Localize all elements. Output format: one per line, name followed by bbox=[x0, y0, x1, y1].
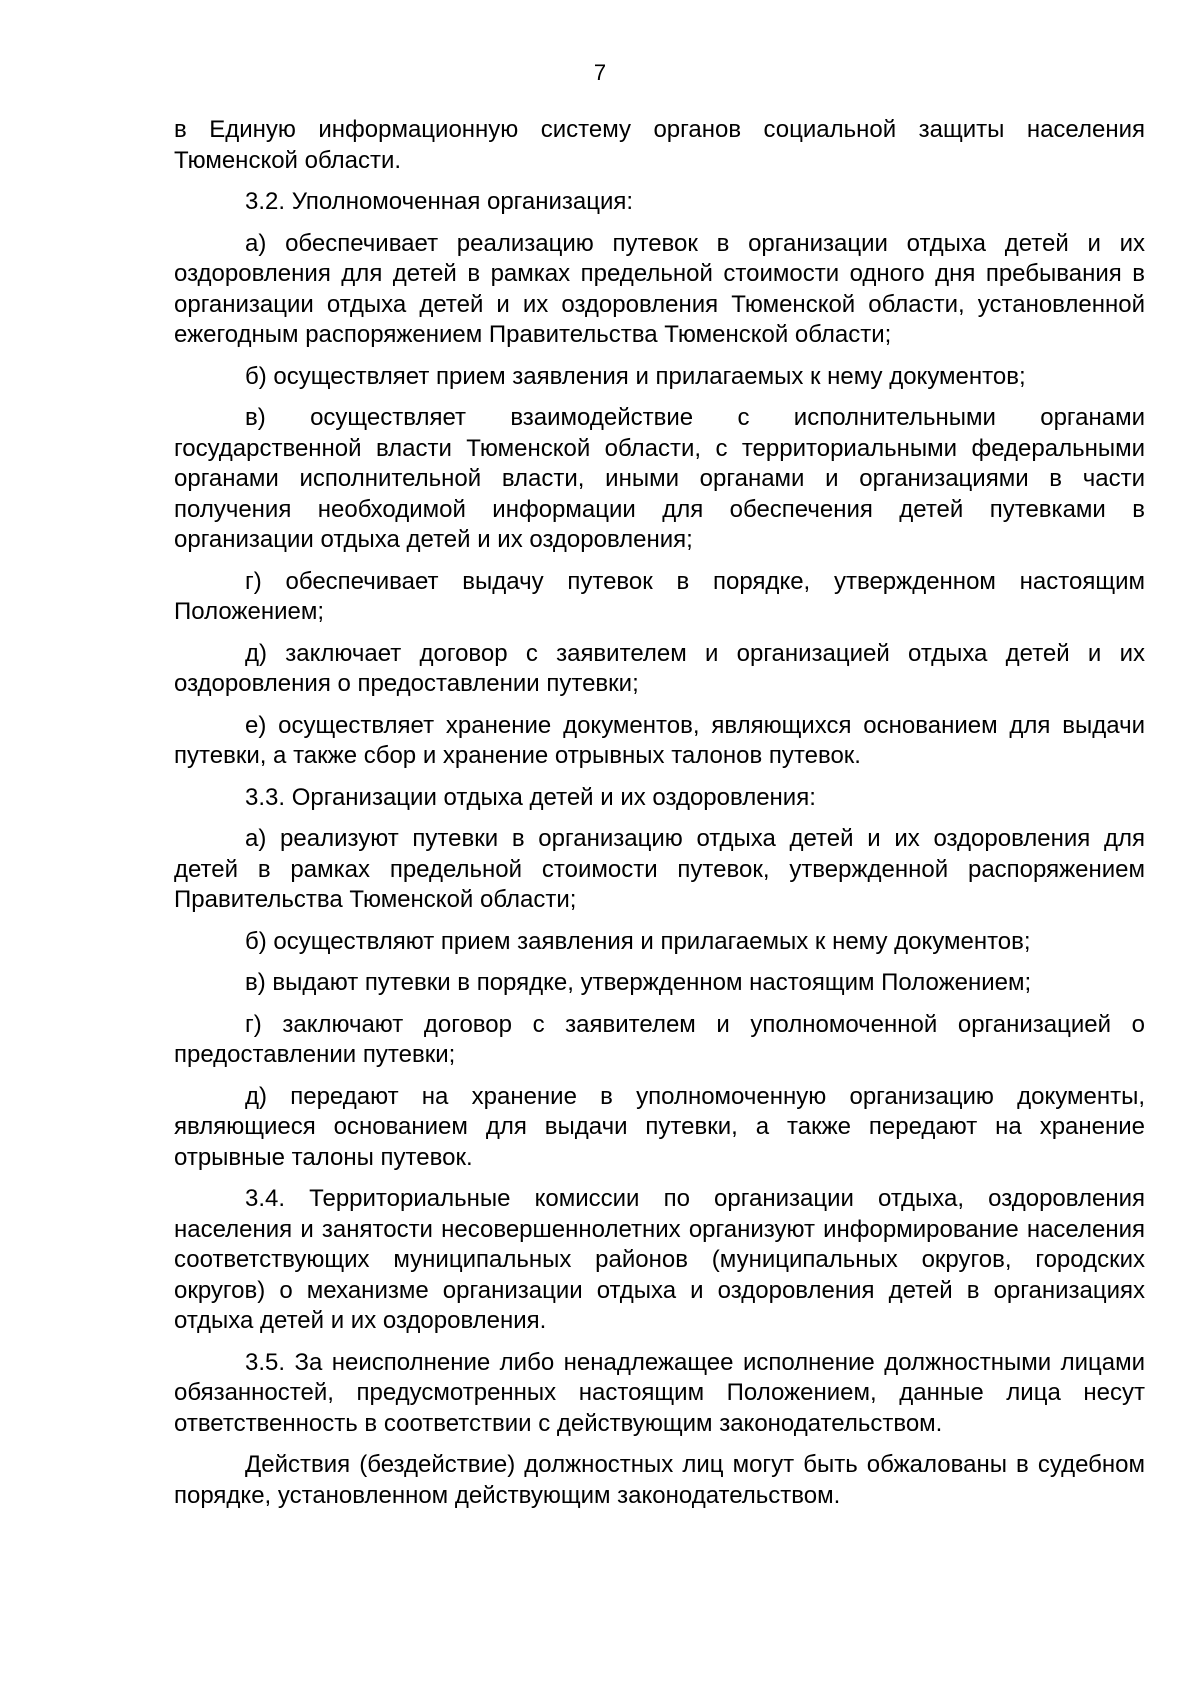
appeal-paragraph: Действия (бездействие) должностных лиц могут быть обжалованы в судебном порядке, установленном действующим законодательством. bbox=[174, 1451, 1145, 1509]
page-number: 7 bbox=[593, 60, 607, 85]
paragraph-continuation: в Единую информационную систему органов социальной защиты населения Тюменской области. bbox=[174, 116, 1145, 174]
section-3-2-item-v: в) осуществляет взаимодействие с исполнительными органами государственной власти Тюменской области, с территориальными федеральными органами исполнительной власти, иными органами и организациями в части получения необходимой информации для обеспечения детей путевками в организации отдыха детей и их оздоровления; bbox=[174, 404, 1145, 553]
section-3-3-item-g: г) заключают договор с заявителем и уполномоченной организацией о предоставлении путевки; bbox=[174, 1010, 1145, 1068]
document-body bbox=[174, 115, 1145, 1522]
section-3-3-item-b: б) осуществляют прием заявления и прилагаемых к нему документов; bbox=[245, 927, 1031, 955]
section-3-2-item-b: б) осуществляет прием заявления и прилагаемых к нему документов; bbox=[245, 362, 1026, 390]
section-3-3-heading: 3.3. Организации отдыха детей и их оздоровления: bbox=[245, 783, 816, 811]
section-3-4: 3.4. Территориальные комиссии по организации отдыха, оздоровления населения и занятости несовершеннолетних организуют информирование населения соответствующих муниципальных районов (муниципальных округов, городских округов) о механизме организации отдыха и оздоровления детей в организациях отдыха детей и их оздоровления. bbox=[174, 1185, 1145, 1334]
section-3-3-item-v: в) выдают путевки в порядке, утвержденном настоящим Положением; bbox=[245, 969, 1032, 996]
section-3-5: 3.5. За неисполнение либо ненадлежащее исполнение должностными лицами обязанностей, предусмотренных настоящим Положением, данные лица несут ответственность в соответствии с действующим законодательством. bbox=[174, 1348, 1145, 1437]
section-3-2-item-a: а) обеспечивает реализацию путевок в организации отдыха детей и их оздоровления для детей в рамках предельной стоимости одного дня пребывания в организации отдыха детей и их оздоровления Тюменской области, установленной ежегодным распоряжением Правительства Тюменской области; bbox=[174, 229, 1145, 348]
section-3-2-item-d: д) заключает договор с заявителем и организацией отдыха детей и их оздоровления о предоставлении путевки; bbox=[174, 639, 1145, 697]
section-3-2-heading: 3.2. Уполномоченная организация: bbox=[245, 188, 634, 215]
section-3-3-item-d: д) передают на хранение в уполномоченную организацию документы, являющиеся основанием для выдачи путевки, а также передают на хранение отрывные талоны путевок. bbox=[174, 1082, 1145, 1171]
section-3-3-item-a: а) реализуют путевки в организацию отдыха детей и их оздоровления для детей в рамках предельной стоимости путевок, утвержденной распоряжением Правительства Тюменской области; bbox=[174, 825, 1145, 913]
section-3-2-item-e: е) осуществляет хранение документов, являющихся основанием для выдачи путевки, а также сбор и хранение отрывных талонов путевок. bbox=[174, 711, 1145, 769]
section-3-2-item-g: г) обеспечивает выдачу путевок в порядке, утвержденном настоящим Положением; bbox=[174, 567, 1145, 625]
